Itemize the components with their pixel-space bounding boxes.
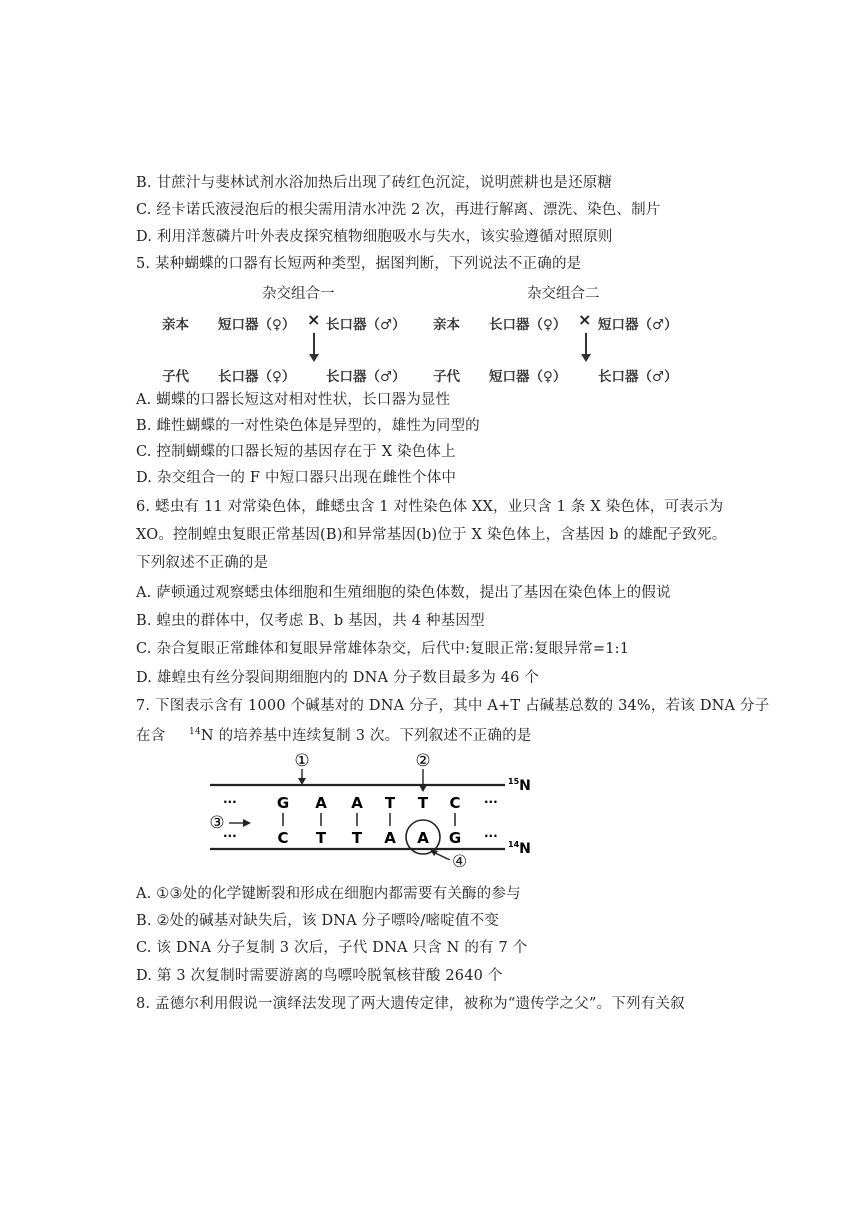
marker-3: ③: [209, 813, 225, 833]
q7-option-d: D. 第 3 次复制时需要游离的鸟嘌呤脱氧核苷酸 2640 个: [136, 968, 503, 984]
dots-top-right: ···: [484, 795, 498, 809]
base-top-1: G: [276, 794, 290, 812]
base-top-6: C: [449, 794, 461, 812]
q4-option-c: C. 经卡诺氏液浸泡后的根尖需用清水冲洗 2 次，再进行解离、漂洗、染色、制片: [136, 202, 661, 218]
q5-option-c: C. 控制蝴蝶的口器长短的基因存在于 X 染色体上: [136, 444, 456, 460]
q6-option-a: A. 萨顿通过观察蟋虫体细胞和生殖细胞的染色体数，提出了基因在染色体上的假说: [136, 585, 671, 601]
base-bottom-6: G: [448, 829, 462, 847]
q6-option-b: B. 蝗虫的群体中，仅考虑 B、b 基因，共 4 种基因型: [136, 613, 485, 629]
marker-3-arrowhead: [243, 819, 251, 827]
q6-stem-line1: 6. 蟋虫有 11 对常染色体，雌蟋虫含 1 对性染色体 XX，业只含 1 条 X 染色体，可表示为: [136, 499, 724, 515]
q5-option-a: A. 蝴蝶的口器长短这对相对性状，长口器为显性: [136, 392, 451, 408]
cross1-offspring-label: 子代: [162, 369, 189, 385]
cross1-offspring-female: 长口器（♀）: [218, 369, 296, 385]
marker-2: ②: [415, 751, 431, 771]
base-top-2: A: [315, 794, 327, 812]
q7-stem-line2: [136, 722, 532, 746]
cross1-parent-female: 短口器（♀）: [218, 317, 296, 333]
q7-option-b: B. ②处的碱基对缺失后，该 DNA 分子嘌呤/嘧啶值不变: [136, 913, 500, 929]
base-bottom-3: T: [351, 829, 363, 847]
cross2-x-sign: ×: [578, 310, 592, 329]
base-bottom-5: A: [417, 829, 429, 847]
base-bottom-1: C: [277, 829, 289, 847]
cross2-arrow: [585, 333, 587, 355]
cross2-parent-male: 短口器（♂）: [598, 317, 678, 333]
dots-top-left: ···: [223, 795, 237, 809]
q6-stem-line2: XO。控制蝗虫复眼正常基因(B)和异常基因(b)位于 X 染色体上，含基因 b 的雄配子致死。: [136, 527, 727, 543]
marker-4-label: ④: [452, 852, 468, 872]
q4-option-d: D. 利用洋葱磷片叶外表皮探究植物细胞吸水与失水，该实验遵循对照原则: [136, 229, 613, 245]
base-bottom-2: T: [315, 829, 327, 847]
base-top-5: T: [417, 794, 429, 812]
cross2-parent-female: 长口器（♀）: [489, 317, 567, 333]
q7-stem-sup: 14: [189, 727, 201, 737]
label-15n: $^{15}$N: [508, 777, 531, 794]
dots-bottom-right: ···: [484, 829, 498, 843]
q7-option-a: A. ①③处的化学键断裂和形成在细胞内都需要有关酶的参与: [136, 886, 521, 902]
marker-2-arrowhead: [419, 785, 427, 792]
q4-option-b: B. 甘蔗汁与斐林试剂水浴加热后出现了砖红色沉淀，说明蔗耕也是还原糖: [136, 175, 613, 191]
cross1-x-sign: ×: [307, 310, 321, 329]
q5-option-b: B. 雌性蝴蝶的一对性染色体是异型的，雄性为同型的: [136, 418, 480, 434]
cross-title-2: 杂交组合二: [527, 286, 600, 302]
q8-stem: 8. 孟德尔利用假说一演绎法发现了两大遗传定律，被称为“遗传学之父”。下列有关叙: [136, 996, 685, 1012]
cross1-offspring-male: 长口器（♂）: [326, 369, 406, 385]
q5-option-d: D. 杂交组合一的 F 中短口器只出现在雌性个体中: [136, 470, 457, 486]
q7-stem-post: N 的培养基中连续复制 3 次。下列叙述不正确的是: [200, 727, 532, 744]
cross2-parent-label: 亲本: [433, 317, 460, 333]
q6-option-d: D. 雄蝗虫有丝分裂间期细胞内的 DNA 分子数目最多为 46 个: [136, 670, 540, 686]
q6-option-c: C. 杂合复眼正常雌体和复眼异常雄体杂交，后代中:复眼正常:复眼异常=1:1: [136, 641, 630, 657]
cross2-offspring-male: 长口器（♂）: [598, 369, 678, 385]
cross1-parent-label: 亲本: [162, 317, 189, 333]
base-top-3: A: [351, 794, 363, 812]
base-bottom-4: A: [384, 829, 396, 847]
q5-stem: 5. 某种蝴蝶的口器有长短两种类型，据图判断，下列说法不正确的是: [136, 256, 582, 272]
dna-diagram: [205, 748, 545, 860]
cross-title-1: 杂交组合一: [262, 286, 335, 302]
base-top-4: T: [384, 794, 396, 812]
q7-stem-pre: 在含: [136, 727, 166, 744]
cross2-offspring-female: 短口器（♀）: [489, 369, 567, 385]
q7-option-c: C. 该 DNA 分子复制 3 次后，子代 DNA 只含 N 的有 7 个: [136, 940, 528, 956]
dots-bottom-left: ···: [223, 829, 237, 843]
cross1-parent-male: 长口器（♂）: [326, 317, 406, 333]
label-14n: $^{14}$N: [508, 840, 531, 857]
marker-1: ①: [294, 751, 310, 771]
q6-stem-line3: 下列叙述不正确的是: [136, 555, 269, 571]
q7-stem-line1: 7. 下图表示含有 1000 个碱基对的 DNA 分子，其中 A+T 占碱基总数的 34%，若该 DNA 分子: [136, 698, 770, 714]
cross2-offspring-label: 子代: [433, 369, 460, 385]
cross1-arrow: [313, 333, 315, 355]
